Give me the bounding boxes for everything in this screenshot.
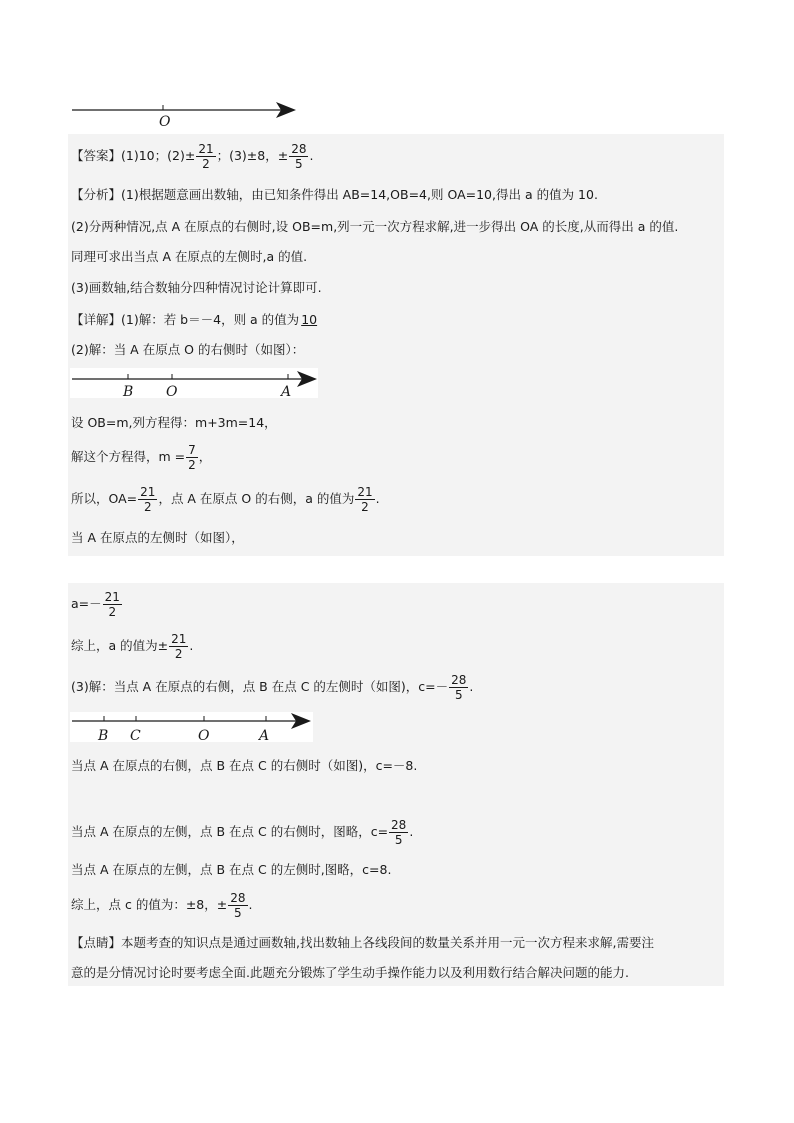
case-4-line: 当点 A 在原点的左侧，点 B 在点 C 的左侧时,图略，c=8. (71, 862, 392, 877)
a-negative-line: a=－ $\frac{21}{2}$ (71, 590, 120, 619)
fraction: $\frac{28}{5}$ (391, 818, 407, 847)
point-a-label: A (281, 384, 292, 400)
fraction: $\frac{7}{2}$ (188, 443, 196, 472)
answer-line: 【答案】(1)10；(2)± $\frac{21}{2}$ ；(3)±8，± $\frac{28}{5}$ . (71, 142, 314, 171)
fraction: $\frac{21}{2}$ (198, 142, 214, 171)
point-c-label: C (130, 728, 141, 744)
point-b-label: B (123, 384, 134, 400)
analysis-line-2: (2)分两种情况,点 A 在原点的右侧时,设 OB=m,列一元一次方程求解,进一步得出 OA 的长度,从而得出 a 的值. (71, 219, 679, 234)
case-2-line: 当点 A 在原点的右侧，点 B 在点 C 的右侧时（如图)，c=－8. (71, 758, 418, 773)
case-3-line: 当点 A 在原点的左侧，点 B 在点 C 的右侧时，图略，c= $\frac{28}{5}$ . (71, 818, 414, 847)
detail-line-1: 【详解】(1)解：若 b＝－4，则 a 的值为 10 (71, 312, 318, 327)
point-o-label: O (159, 114, 171, 130)
detail-line-2: (2)解：当 A 在原点 O 的右侧时（如图）： (71, 342, 305, 357)
fraction: $\frac{21}{2}$ (357, 485, 373, 514)
number-line-bcoa (70, 712, 315, 742)
point-o-label: O (166, 384, 178, 400)
fraction: $\frac{21}{2}$ (104, 590, 120, 619)
part3-line: (3)解：当点 A 在原点的右侧，点 B 在点 C 的左侧时（如图)，c=－ $\frac{28}{5}$ . (71, 673, 474, 702)
fraction: $\frac{28}{5}$ (230, 891, 246, 920)
point-o-label: O (198, 728, 210, 744)
left-case-line: 当 A 在原点的左侧时（如图）， (71, 530, 244, 545)
number-line-o (70, 98, 300, 128)
analysis-line-1: 【分析】(1)根据题意画出数轴，由已知条件得出 AB=14,OB=4,则 OA=10,得出 a 的值为 10. (71, 187, 598, 202)
number-line-boa (70, 368, 320, 398)
fraction: $\frac{21}{2}$ (171, 632, 187, 661)
summary-line: 综上，a 的值为± $\frac{21}{2}$ . (71, 632, 194, 661)
fraction: $\frac{28}{5}$ (451, 673, 467, 702)
fraction: $\frac{21}{2}$ (140, 485, 156, 514)
analysis-line-4: (3)画数轴,结合数轴分四种情况讨论计算即可. (71, 280, 322, 295)
point-b-label: B (98, 728, 109, 744)
final-line: 综上，点 c 的值为：±8，± $\frac{28}{5}$ . (71, 891, 253, 920)
equation-line-1: 设 OB=m,列方程得：m+3m=14， (71, 415, 277, 430)
comment-line-1: 【点睛】本题考查的知识点是通过画数轴,找出数轴上各线段间的数量关系并用一元一次方程来求解,需要注 (71, 935, 654, 950)
blank-figure-area (68, 556, 724, 583)
fraction: $\frac{28}{5}$ (291, 142, 307, 171)
blank-figure-area (68, 784, 724, 808)
analysis-line-3: 同理可求出当点 A 在原点的左侧时,a 的值. (71, 249, 308, 264)
equation-line-3: 所以，OA= $\frac{21}{2}$ ，点 A 在原点 O 的右侧，a 的值为 $\frac{21}{2}$ . (71, 485, 380, 514)
answer-blank: 10 (301, 312, 318, 327)
comment-line-2: 意的是分情况讨论时要考虑全面.此题充分锻炼了学生动手操作能力以及利用数行结合解决问题的能力. (71, 965, 629, 980)
equation-line-2: 解这个方程得，m = $\frac{7}{2}$ ， (71, 443, 212, 472)
point-a-label: A (259, 728, 270, 744)
